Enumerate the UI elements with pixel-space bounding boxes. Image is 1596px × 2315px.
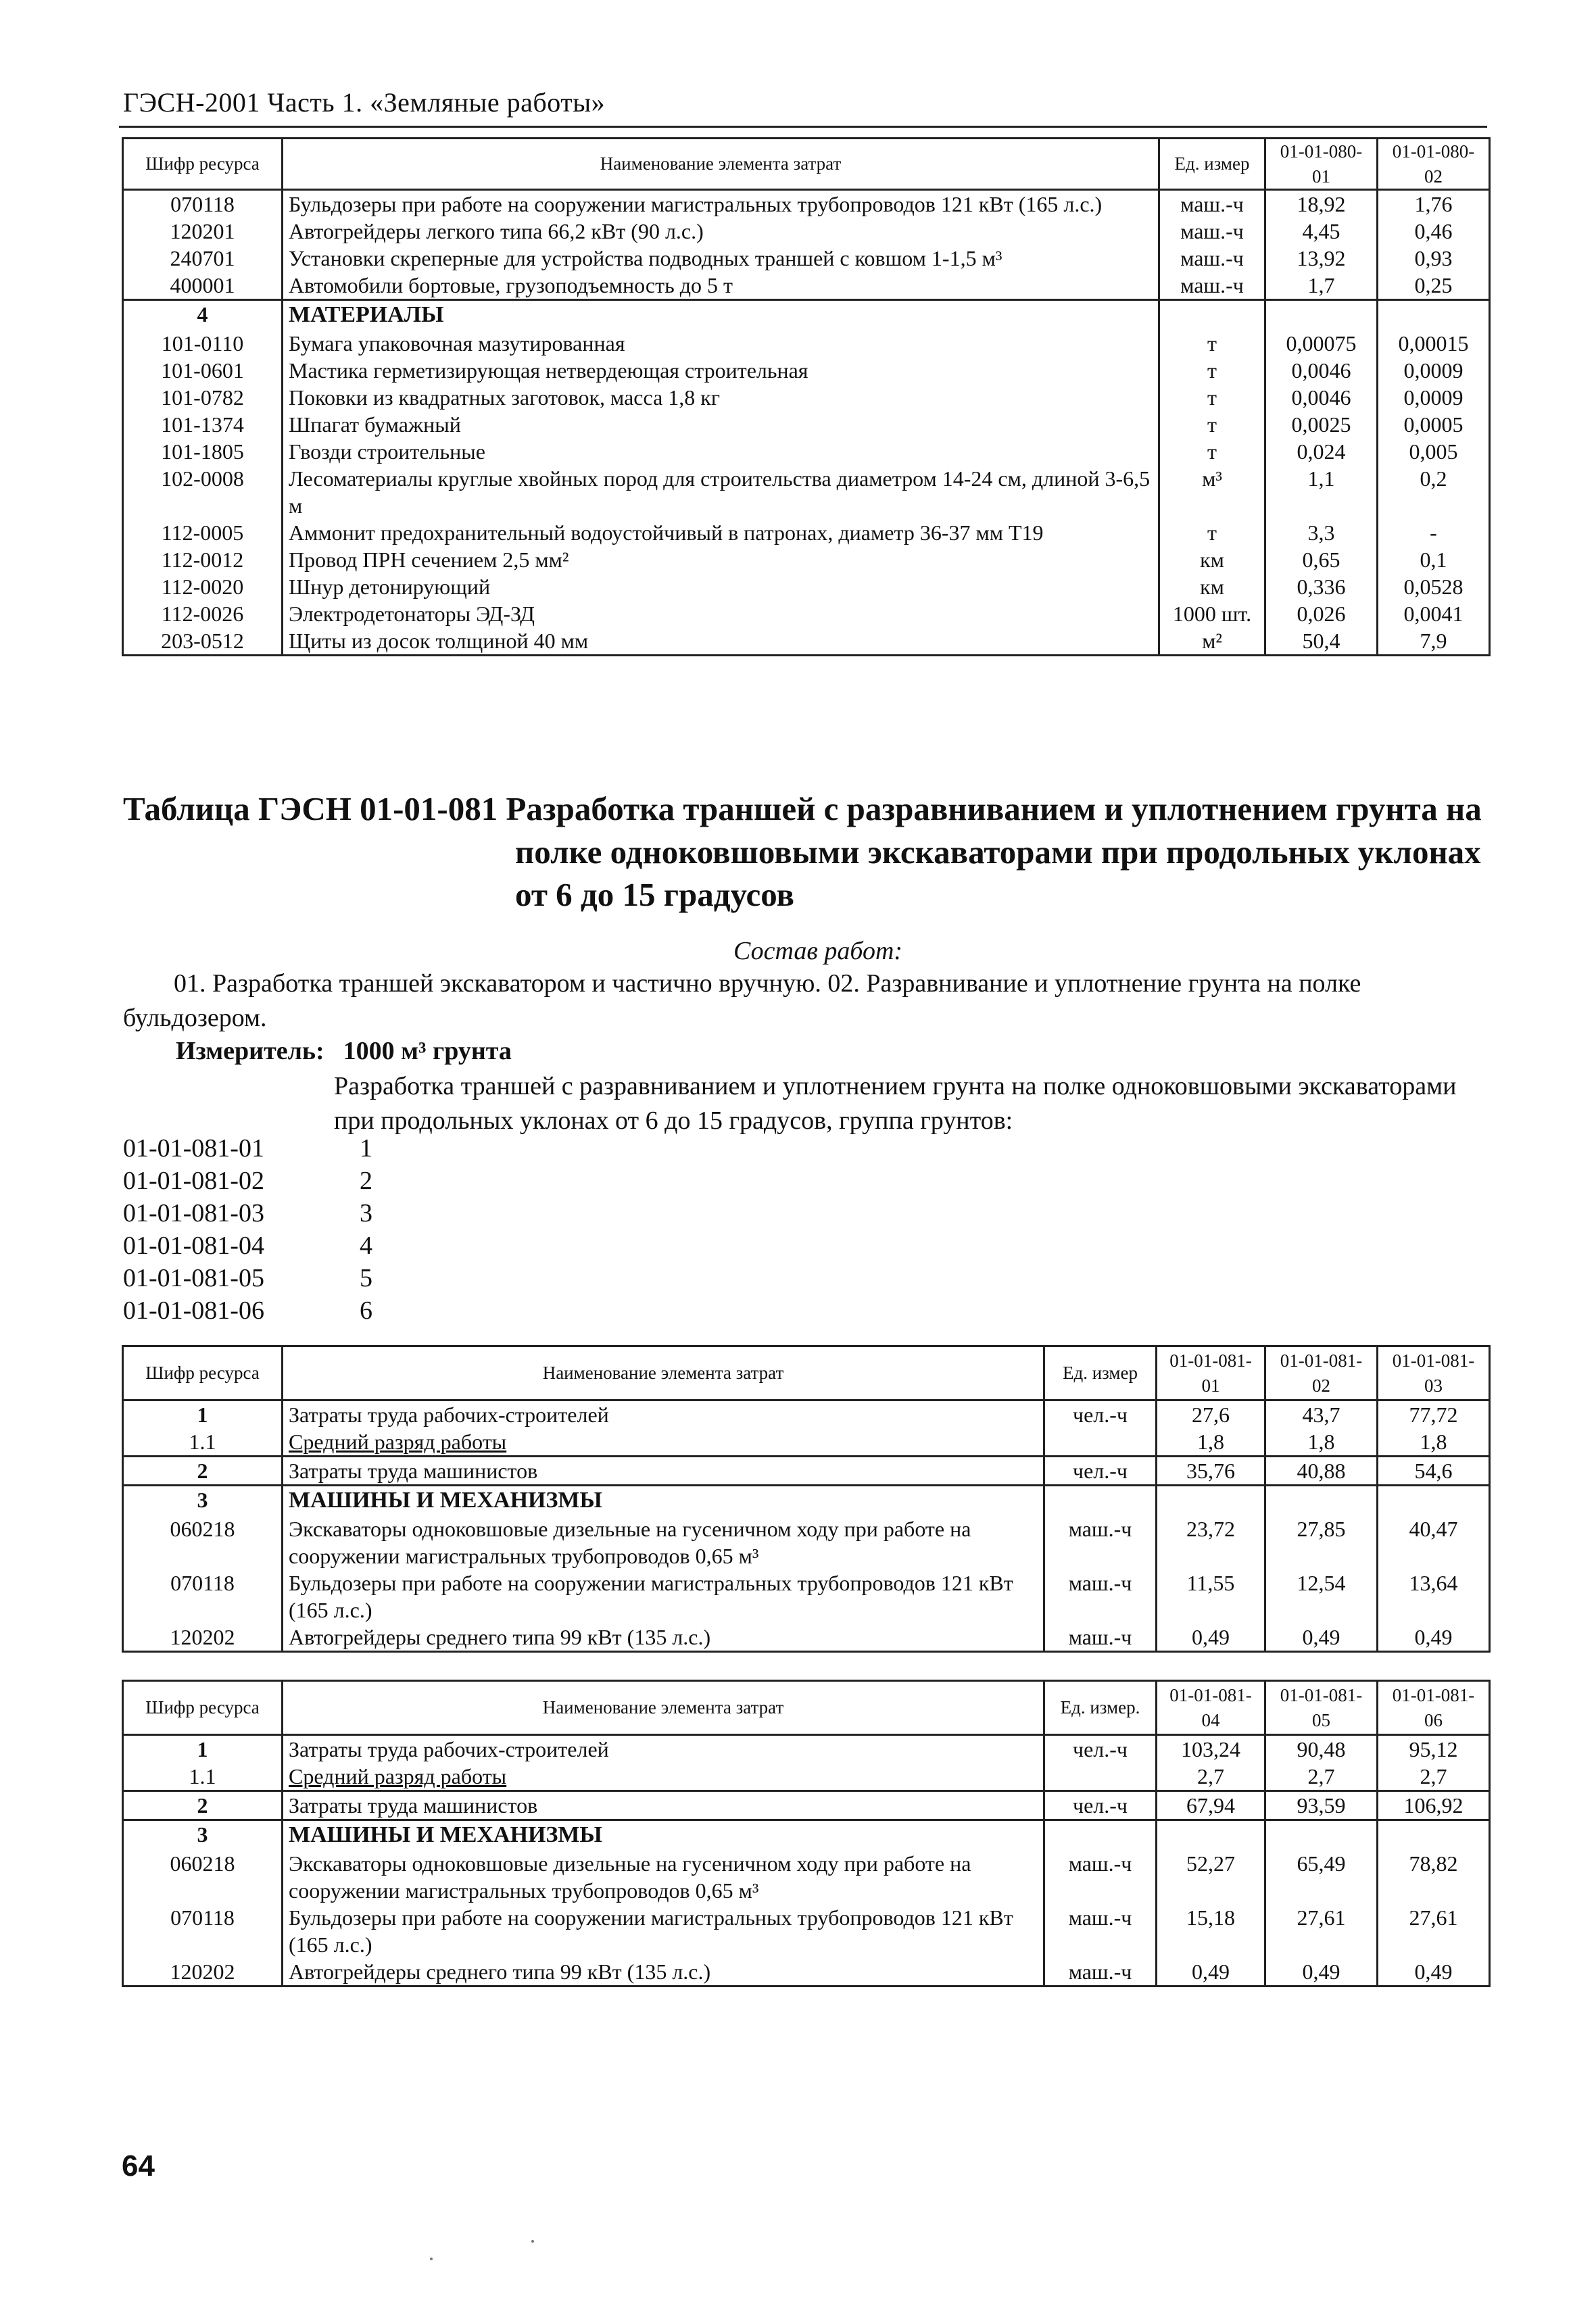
table-row: 120202 Автогрейдеры среднего типа 99 кВт (135 л.с.) маш.-ч 0,49 0,49 0,49 [123, 1958, 1490, 1987]
col-header-081-04: 01-01-081-04 [1157, 1681, 1265, 1735]
table-row: 112-0005 Аммонит предохранительный водоустойчивый в патронах, диаметр 36-37 мм Т19 т 3,3 - [123, 519, 1490, 546]
table-row: 070118 Бульдозеры при работе на сооружении магистральных трубопроводов 121 кВт (165 л.с.) маш.-ч 15,18 27,61 27,61 [123, 1904, 1490, 1958]
section-row-machines: 3 МАШИНЫ И МЕХАНИЗМЫ [123, 1486, 1490, 1515]
table-row: 112-0020 Шнур детонирующий км 0,336 0,0528 [123, 573, 1490, 600]
resource-table-080 [122, 137, 1491, 656]
col-header-unit: Ед. измер. [1044, 1681, 1157, 1735]
running-header: ГЭСН-2001 Часть 1. «Земляные работы» [123, 87, 606, 118]
list-item: 01-01-081-02 2 [123, 1167, 372, 1195]
col-header-code: Шифр ресурса [123, 1346, 283, 1400]
col-header-081-06: 01-01-081-06 [1378, 1681, 1490, 1735]
col-header-name: Наименование элемента затрат [283, 139, 1159, 190]
table-title-line3: от 6 до 15 градусов [515, 876, 794, 914]
section-row-machines: 3 МАШИНЫ И МЕХАНИЗМЫ [123, 1820, 1490, 1850]
col-header-code: Шифр ресурса [123, 1681, 283, 1735]
works-caption: Состав работ: [733, 937, 903, 965]
col-header-name: Наименование элемента затрат [283, 1346, 1044, 1400]
section-row-materials: 4 МАТЕРИАЛЫ [123, 300, 1490, 330]
works-description: 01. Разработка траншей экскаватором и частично вручную. 02. Разравнивание и уплотнение грунта на полке бульдозером. [123, 969, 1361, 1033]
table-title-line1: Таблица ГЭСН 01-01-081 Разработка траншей с разравниванием и уплотнением грунта на [123, 790, 1482, 827]
table-title-line2: полке одноковшовыми экскаваторами при продольных уклонах [515, 833, 1481, 871]
table-row: 240701 Установки скреперные для устройства подводных траншей с ковшом 1-1,5 м³ маш.-ч 13,92 0,93 [123, 245, 1490, 272]
list-item: 01-01-081-01 1 [123, 1134, 372, 1163]
col-header-081-05: 01-01-081-05 [1265, 1681, 1378, 1735]
measure-label: Измеритель: [176, 1037, 324, 1065]
scan-speck [531, 2240, 534, 2243]
table-row: 060218 Экскаваторы одноковшовые дизельные на гусеничном ходу при работе на сооружении магистральных трубопроводов 0,65 м³ маш.-ч 23,72 27,85 40,47 [123, 1515, 1490, 1569]
table-row: 1 Затраты труда рабочих-строителей чел.-ч 103,24 90,48 95,12 [123, 1735, 1490, 1763]
table-row: 101-1374 Шпагат бумажный т 0,0025 0,0005 [123, 411, 1490, 438]
col-header-code: Шифр ресурса [123, 139, 283, 190]
header-rule [119, 126, 1487, 128]
table-row: 203-0512 Щиты из досок толщиной 40 мм м² 50,4 7,9 [123, 627, 1490, 656]
table-row: 2 Затраты труда машинистов чел.-ч 35,76 40,88 54,6 [123, 1457, 1490, 1486]
col-header-name: Наименование элемента затрат [283, 1681, 1044, 1735]
norm-code-list [123, 1132, 400, 1327]
list-item: 01-01-081-03 3 [123, 1199, 372, 1227]
page-number: 64 [122, 2149, 155, 2183]
scan-speck [430, 2258, 433, 2260]
col-header-unit: Ед. измер [1044, 1346, 1157, 1400]
table-row: 101-1805 Гвозди строительные т 0,024 0,005 [123, 438, 1490, 465]
table-row: 1.1 Средний разряд работы 1,8 1,8 1,8 [123, 1428, 1490, 1457]
measure-line [176, 1036, 512, 1066]
table-row: 112-0026 Электродетонаторы ЭД-ЗД 1000 шт. 0,026 0,0041 [123, 600, 1490, 627]
table-row: 2 Затраты труда машинистов чел.-ч 67,94 93,59 106,92 [123, 1791, 1490, 1820]
table-row: 101-0110 Бумага упаковочная мазутированная т 0,00075 0,00015 [123, 330, 1490, 357]
table-row: 101-0601 Мастика герметизирующая нетвердеющая строительная т 0,0046 0,0009 [123, 357, 1490, 384]
resource-table-081-01-03 [122, 1345, 1491, 1653]
table-row: 1.1 Средний разряд работы 2,7 2,7 2,7 [123, 1763, 1490, 1791]
table-row: 112-0012 Провод ПРН сечением 2,5 мм² км 0,65 0,1 [123, 546, 1490, 573]
col-header-080-01: 01-01-080-01 [1265, 139, 1378, 190]
list-item: 01-01-081-05 5 [123, 1264, 372, 1292]
col-header-080-02: 01-01-080-02 [1378, 139, 1490, 190]
col-header-unit: Ед. измер [1159, 139, 1265, 190]
col-header-081-01: 01-01-081-01 [1157, 1346, 1265, 1400]
table-row: 120202 Автогрейдеры среднего типа 99 кВт (135 л.с.) маш.-ч 0,49 0,49 0,49 [123, 1624, 1490, 1652]
col-header-081-02: 01-01-081-02 [1265, 1346, 1378, 1400]
table-row: 120201 Автогрейдеры легкого типа 66,2 кВт (90 л.с.) маш.-ч 4,45 0,46 [123, 218, 1490, 245]
table-row: 1 Затраты труда рабочих-строителей чел.-ч 27,6 43,7 77,72 [123, 1400, 1490, 1429]
resource-table-081-04-06 [122, 1680, 1491, 1987]
norm-intro: Разработка траншей с разравниванием и уплотнением грунта на полке одноковшовыми экскаваторами при продольных уклонах от 6 до 15 градусов, группа грунтов: [334, 1072, 1457, 1136]
table-row: 060218 Экскаваторы одноковшовые дизельные на гусеничном ходу при работе на сооружении магистральных трубопроводов 0,65 м³ маш.-ч 52,27 65,49 78,82 [123, 1850, 1490, 1904]
table-row: 101-0782 Поковки из квадратных заготовок, масса 1,8 кг т 0,0046 0,0009 [123, 384, 1490, 411]
col-header-081-03: 01-01-081-03 [1378, 1346, 1490, 1400]
table-row: 102-0008 Лесоматериалы круглые хвойных пород для строительства диаметром 14-24 см, длиной 3-6,5 м м³ 1,1 0,2 [123, 465, 1490, 519]
table-row: 400001 Автомобили бортовые, грузоподъемность до 5 т маш.-ч 1,7 0,25 [123, 272, 1490, 300]
list-item: 01-01-081-04 4 [123, 1232, 372, 1260]
table-title [123, 787, 1516, 917]
table-row: 070118 Бульдозеры при работе на сооружении магистральных трубопроводов 121 кВт (165 л.с.) маш.-ч 11,55 12,54 13,64 [123, 1569, 1490, 1624]
measure-value: 1000 м³ грунта [343, 1037, 512, 1065]
table-row: 070118 Бульдозеры при работе на сооружении магистральных трубопроводов 121 кВт (165 л.с.) маш.-ч 18,92 1,76 [123, 190, 1490, 218]
list-item: 01-01-081-06 6 [123, 1296, 372, 1325]
